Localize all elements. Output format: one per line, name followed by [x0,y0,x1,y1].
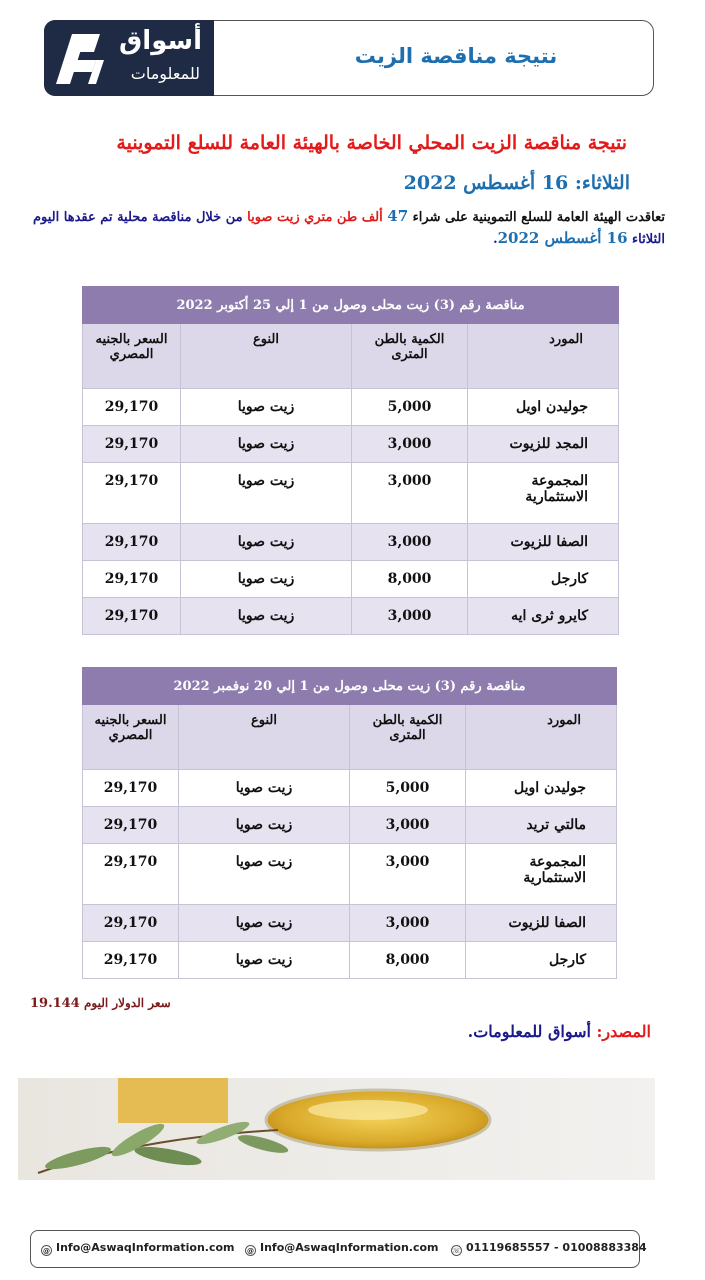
price-cell: 29,170 [83,770,179,807]
type-cell: زيت صويا [179,905,350,942]
footer-email-1-text: Info@AswaqInformation.com [56,1241,235,1254]
price-cell: 29,170 [83,598,181,635]
oil-bowl-image [18,1078,655,1180]
intro-date: 16 أغسطس 2022 [497,229,628,247]
tender-table-october [82,286,619,635]
table-row [83,905,617,942]
price-cell: 29,170 [83,844,179,905]
supplier-cell: المجموعة الاستثمارية [466,844,617,905]
table-row [83,389,619,426]
quantity-cell: 3,000 [352,426,468,463]
intro-part-3: من خلال مناقصة محلية تم عقدها اليوم الثلاثاء [32,210,665,247]
price-cell: 29,170 [83,389,181,426]
quantity-cell: 5,000 [352,389,468,426]
column-header-quantity: الكمية بالطن المترى [350,705,466,770]
footer-email-2[interactable] [245,1241,439,1256]
table-row [83,524,619,561]
price-cell: 29,170 [83,942,179,979]
article-headline: نتيجة مناقصة الزيت المحلي الخاصة بالهيئة العامة للسلع التموينية [116,132,627,154]
quantity-cell: 8,000 [352,561,468,598]
table-row [83,426,619,463]
article-intro [33,206,665,250]
type-cell: زيت صويا [181,389,352,426]
date-value: 16 أغسطس 2022 [403,172,569,194]
type-cell: زيت صويا [181,524,352,561]
quantity-cell: 3,000 [350,807,466,844]
type-cell: زيت صويا [181,598,352,635]
dollar-rate-label: سعر الدولار اليوم [79,996,171,1010]
footer-email-1[interactable] [41,1241,235,1256]
date-label: الثلاثاء: [568,172,630,194]
header-title-box [44,20,654,96]
quantity-cell: 3,000 [352,463,468,524]
source-line [468,1022,651,1041]
type-cell: زيت صويا [181,426,352,463]
table-caption: مناقصة رقم (3) زيت محلى وصول من 1 إلي 25 أكتوبر 2022 [83,287,619,324]
type-cell: زيت صويا [181,561,352,598]
table-row [83,561,619,598]
supplier-cell: المجموعة الاستثمارية [468,463,619,524]
supplier-cell: كارجل [466,942,617,979]
column-header-supplier: المورد [466,705,617,770]
price-cell: 29,170 [83,807,179,844]
footer-phone-text: 01119685557 - 01008883384 [466,1241,647,1254]
type-cell: زيت صويا [179,942,350,979]
price-cell: 29,170 [83,463,181,524]
price-cell: 29,170 [83,561,181,598]
column-header-type: النوع [181,324,352,389]
footer-phone[interactable] [451,1241,647,1256]
price-cell: 29,170 [83,905,179,942]
supplier-cell: كايرو ثرى ايه [468,598,619,635]
supplier-cell: الصفا للزيوت [468,524,619,561]
column-header-quantity: الكمية بالطن المترى [352,324,468,389]
quantity-cell: 5,000 [350,770,466,807]
dollar-rate [30,996,171,1011]
supplier-cell: كارجل [468,561,619,598]
table-row [83,463,619,524]
price-cell: 29,170 [83,426,181,463]
supplier-cell: المجد للزيوت [468,426,619,463]
contact-footer [30,1230,647,1268]
logo-text-information: للمعلومات [130,64,200,83]
intro-quantity: 47 [387,207,409,225]
quantity-cell: 3,000 [352,598,468,635]
table-row [83,942,617,979]
quantity-cell: 3,000 [352,524,468,561]
table-row [83,770,617,807]
column-header-price: السعر بالجنيه المصري [83,324,181,389]
intro-part-1: تعاقدت الهيئة العامة للسلع التموينية على شراء [408,210,665,225]
table-row [83,807,617,844]
dollar-rate-value: 19.144 [30,996,80,1011]
tender-table-november [82,667,617,979]
oil-bowl-illustration [18,1078,655,1180]
page-title: نتيجة مناقصة الزيت [354,44,558,68]
price-cell: 29,170 [83,524,181,561]
table-row [83,598,619,635]
table-row [83,844,617,905]
column-header-supplier: المورد [468,324,619,389]
supplier-cell: جوليدن اويل [468,389,619,426]
type-cell: زيت صويا [179,844,350,905]
type-cell: زيت صويا [181,463,352,524]
supplier-cell: جوليدن اويل [466,770,617,807]
column-header-type: النوع [179,705,350,770]
footer-email-2-text: Info@AswaqInformation.com [260,1241,439,1254]
table-caption: مناقصة رقم (3) زيت محلى وصول من 1 إلي 20 نوفمبر 2022 [83,668,617,705]
article-date [404,172,630,194]
quantity-cell: 8,000 [350,942,466,979]
intro-end: . [493,232,498,247]
type-cell: زيت صويا [179,807,350,844]
quantity-cell: 3,000 [350,905,466,942]
intro-part-2: ألف طن متري زيت صويا [247,210,388,225]
source-value: أسواق للمعلومات. [467,1022,591,1041]
logo-text-aswaq: أسواق [119,26,202,56]
email-icon: @ [43,1247,50,1255]
supplier-cell: الصفا للزيوت [466,905,617,942]
type-cell: زيت صويا [179,770,350,807]
source-label: المصدر: [590,1022,651,1041]
phone-icon: ☏ [452,1247,461,1255]
supplier-cell: مالتي تريد [466,807,617,844]
column-header-price: السعر بالجنيه المصري [83,705,179,770]
quantity-cell: 3,000 [350,844,466,905]
email-icon: @ [247,1247,254,1255]
